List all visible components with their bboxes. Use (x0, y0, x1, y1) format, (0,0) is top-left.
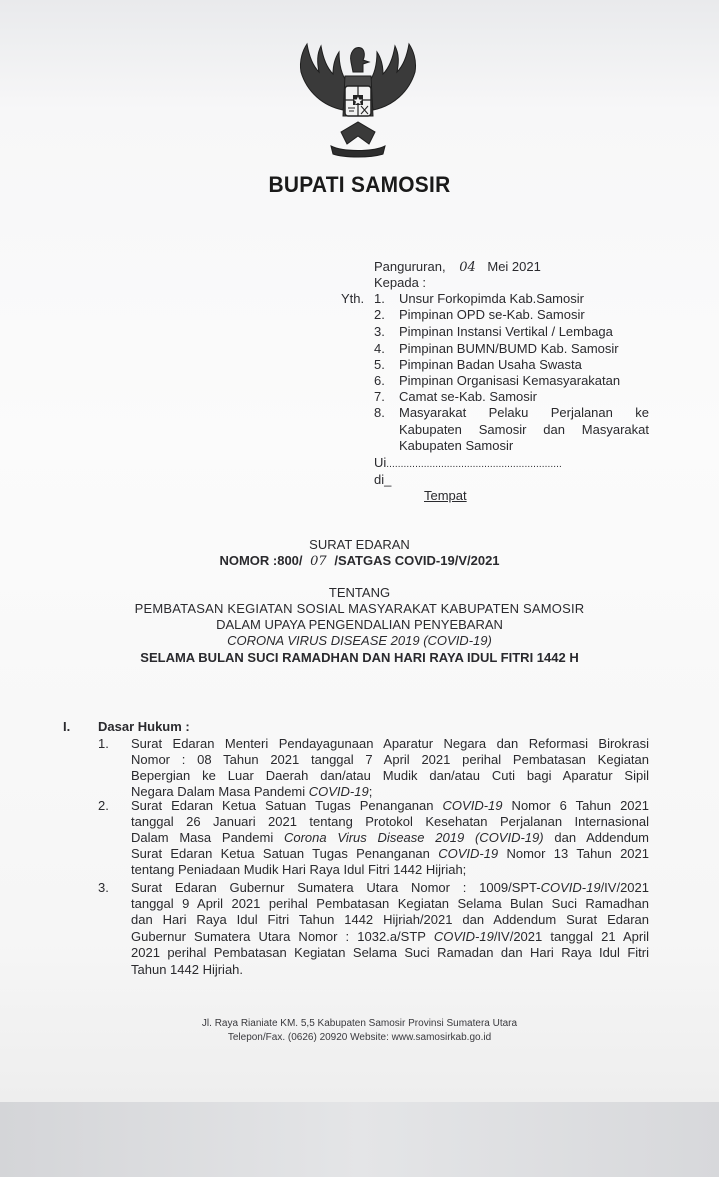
legal-item-line: Nomor : 08 Tahun 2021 tanggal 7 April 2021 perihal Pembatasan Kegiatan (131, 752, 649, 767)
text-run-italic: Corona Virus Disease 2019 (COVID-19) (283, 830, 544, 845)
kepada-label: Kepada : (374, 275, 427, 290)
text-run: Dalam Masa Pandemi (131, 830, 284, 845)
text-run: Surat Edaran Ketua Satuan Tugas Penanganan (131, 846, 439, 861)
text-run-italic: COVID-19 (540, 880, 601, 895)
recipient-num: 6. (374, 373, 385, 388)
date-line (374, 259, 541, 276)
recipient-num: 8. (374, 405, 385, 420)
recipient-item: Pimpinan Organisasi Kemasyarakatan (399, 373, 621, 388)
recipient-item: Camat se-Kab. Samosir (399, 389, 537, 404)
legal-item-number: 1. (98, 736, 109, 751)
circular-number (0, 553, 719, 570)
recipient-num: 3. (374, 324, 385, 339)
text-run: /IV/2021 tanggal 21 April (493, 929, 649, 944)
ui-dots: ............................................................. (386, 459, 562, 470)
legal-item-line (131, 880, 649, 896)
section-number: I. (63, 719, 71, 734)
text-run: ; (368, 784, 373, 799)
date-day-handwritten: 04 (459, 260, 476, 275)
legal-item-line (131, 830, 649, 846)
circular-number-handwritten: 07 (310, 554, 327, 569)
text-run: Negara Dalam Masa Pandemi (131, 784, 309, 799)
legal-item-line: tanggal 9 April 2021 perihal Pembatasan Kegiatan Selama Bulan Suci Ramadhan (131, 896, 649, 911)
legal-item-line (131, 929, 649, 945)
text-run: Nomor 13 Tahun 2021 (498, 846, 649, 861)
recipient-num: 2. (374, 307, 385, 322)
recipient-num: 1. (374, 291, 385, 306)
legal-item-line (131, 798, 649, 814)
tempat-label: Tempat (424, 488, 467, 503)
recipient-item: Pimpinan BUMN/BUMD Kab. Samosir (399, 341, 619, 356)
subject-line: SELAMA BULAN SUCI RAMADHAN DAN HARI RAYA IDUL FITRI 1442 H (140, 650, 579, 665)
text-run: Surat Edaran Ketua Satuan Tugas Penanganan (131, 798, 443, 813)
text-run: dan Addendum (543, 830, 650, 845)
ui-line (374, 455, 562, 473)
legal-item-line (131, 846, 649, 862)
ui-label: Ui (374, 455, 387, 470)
footer-contact: Telepon/Fax. (0626) 20920 Website: www.samosirkab.go.id (227, 1032, 492, 1043)
text-run-italic: COVID-19 (433, 929, 494, 944)
text-run: Surat Edaran Gubernur Sumatera Utara Nomor : 1009/SPT- (131, 880, 541, 895)
text-run-italic: COVID-19 (442, 798, 503, 813)
legal-item-line: Bepergian ke Luar Daerah dan/atau Mudik dan/atau Cuti bagi Aparatur Sipil (131, 768, 649, 783)
scan-bottom-margin (0, 1102, 719, 1177)
recipient-item-8-line: Kabupaten Samosir dan Masyarakat (399, 422, 649, 437)
footer-address: Jl. Raya Rianiate KM. 5,5 Kabupaten Samosir Provinsi Sumatera Utara (201, 1018, 518, 1029)
circular-number-suffix: /SATGAS COVID-19/V/2021 (334, 553, 500, 568)
recipient-item: Pimpinan Instansi Vertikal / Lembaga (399, 324, 613, 339)
legal-item-line: Tahun 1442 Hijriah. (131, 962, 244, 977)
subject-line-italic: CORONA VIRUS DISEASE 2019 (COVID-19) (227, 633, 492, 648)
legal-item-line: tentang Peniadaan Mudik Hari Raya Idul Fitri 1442 Hijriah; (131, 862, 467, 877)
di-label: di_ (374, 472, 392, 487)
subject-line: PEMBATASAN KEGIATAN SOSIAL MASYARAKAT KABUPATEN SAMOSIR (134, 601, 585, 616)
date-month-year: Mei 2021 (487, 259, 541, 274)
legal-item-line: Surat Edaran Menteri Pendayagunaan Aparatur Negara dan Reformasi Birokrasi (131, 736, 649, 751)
circular-number-prefix: NOMOR :800/ (219, 553, 303, 568)
recipient-item-8-line: Kabupaten Samosir (399, 438, 514, 453)
circular-type: SURAT EDARAN (309, 537, 410, 552)
legal-item-number: 3. (98, 880, 109, 895)
recipient-item: Pimpinan OPD se-Kab. Samosir (399, 307, 585, 322)
text-run-italic: COVID-19 (308, 784, 369, 799)
text-run-italic: COVID-19 (438, 846, 499, 861)
legal-item-line: tanggal 26 Januari 2021 tentang Protokol Kesehatan Perjalanan Internasional (131, 814, 649, 829)
legal-item-number: 2. (98, 798, 109, 813)
legal-item-line: 2021 perihal Pembatasan Kegiatan Selama Suci Ramadan dan Hari Raya Idul Fitri (131, 945, 649, 960)
recipient-num: 5. (374, 357, 385, 372)
yth-label: Yth. (341, 291, 365, 306)
tentang-label: TENTANG (328, 585, 391, 600)
text-run: Nomor 6 Tahun 2021 (502, 798, 649, 813)
recipient-num: 4. (374, 341, 385, 356)
section-title: Dasar Hukum : (98, 719, 190, 734)
recipient-item-8-line: Masyarakat Pelaku Perjalanan ke (399, 405, 649, 420)
text-run: /IV/2021 (600, 880, 649, 895)
subject-line: DALAM UPAYA PENGENDALIAN PENYEBARAN (216, 617, 503, 632)
recipient-item: Pimpinan Badan Usaha Swasta (399, 357, 582, 372)
letterhead-title: BUPATI SAMOSIR (268, 172, 451, 197)
date-place: Pangururan, (374, 259, 446, 274)
recipient-num: 7. (374, 389, 385, 404)
legal-item-line: dan Hari Raya Idul Fitri Tahun 1442 Hijriah/2021 dan Addendum Surat Edaran (131, 912, 649, 927)
text-run: Gubernur Sumatera Utara Nomor : 1032.a/STP (131, 929, 434, 944)
recipient-item: Unsur Forkopimda Kab.Samosir (399, 291, 584, 306)
garuda-emblem-icon (293, 36, 423, 160)
